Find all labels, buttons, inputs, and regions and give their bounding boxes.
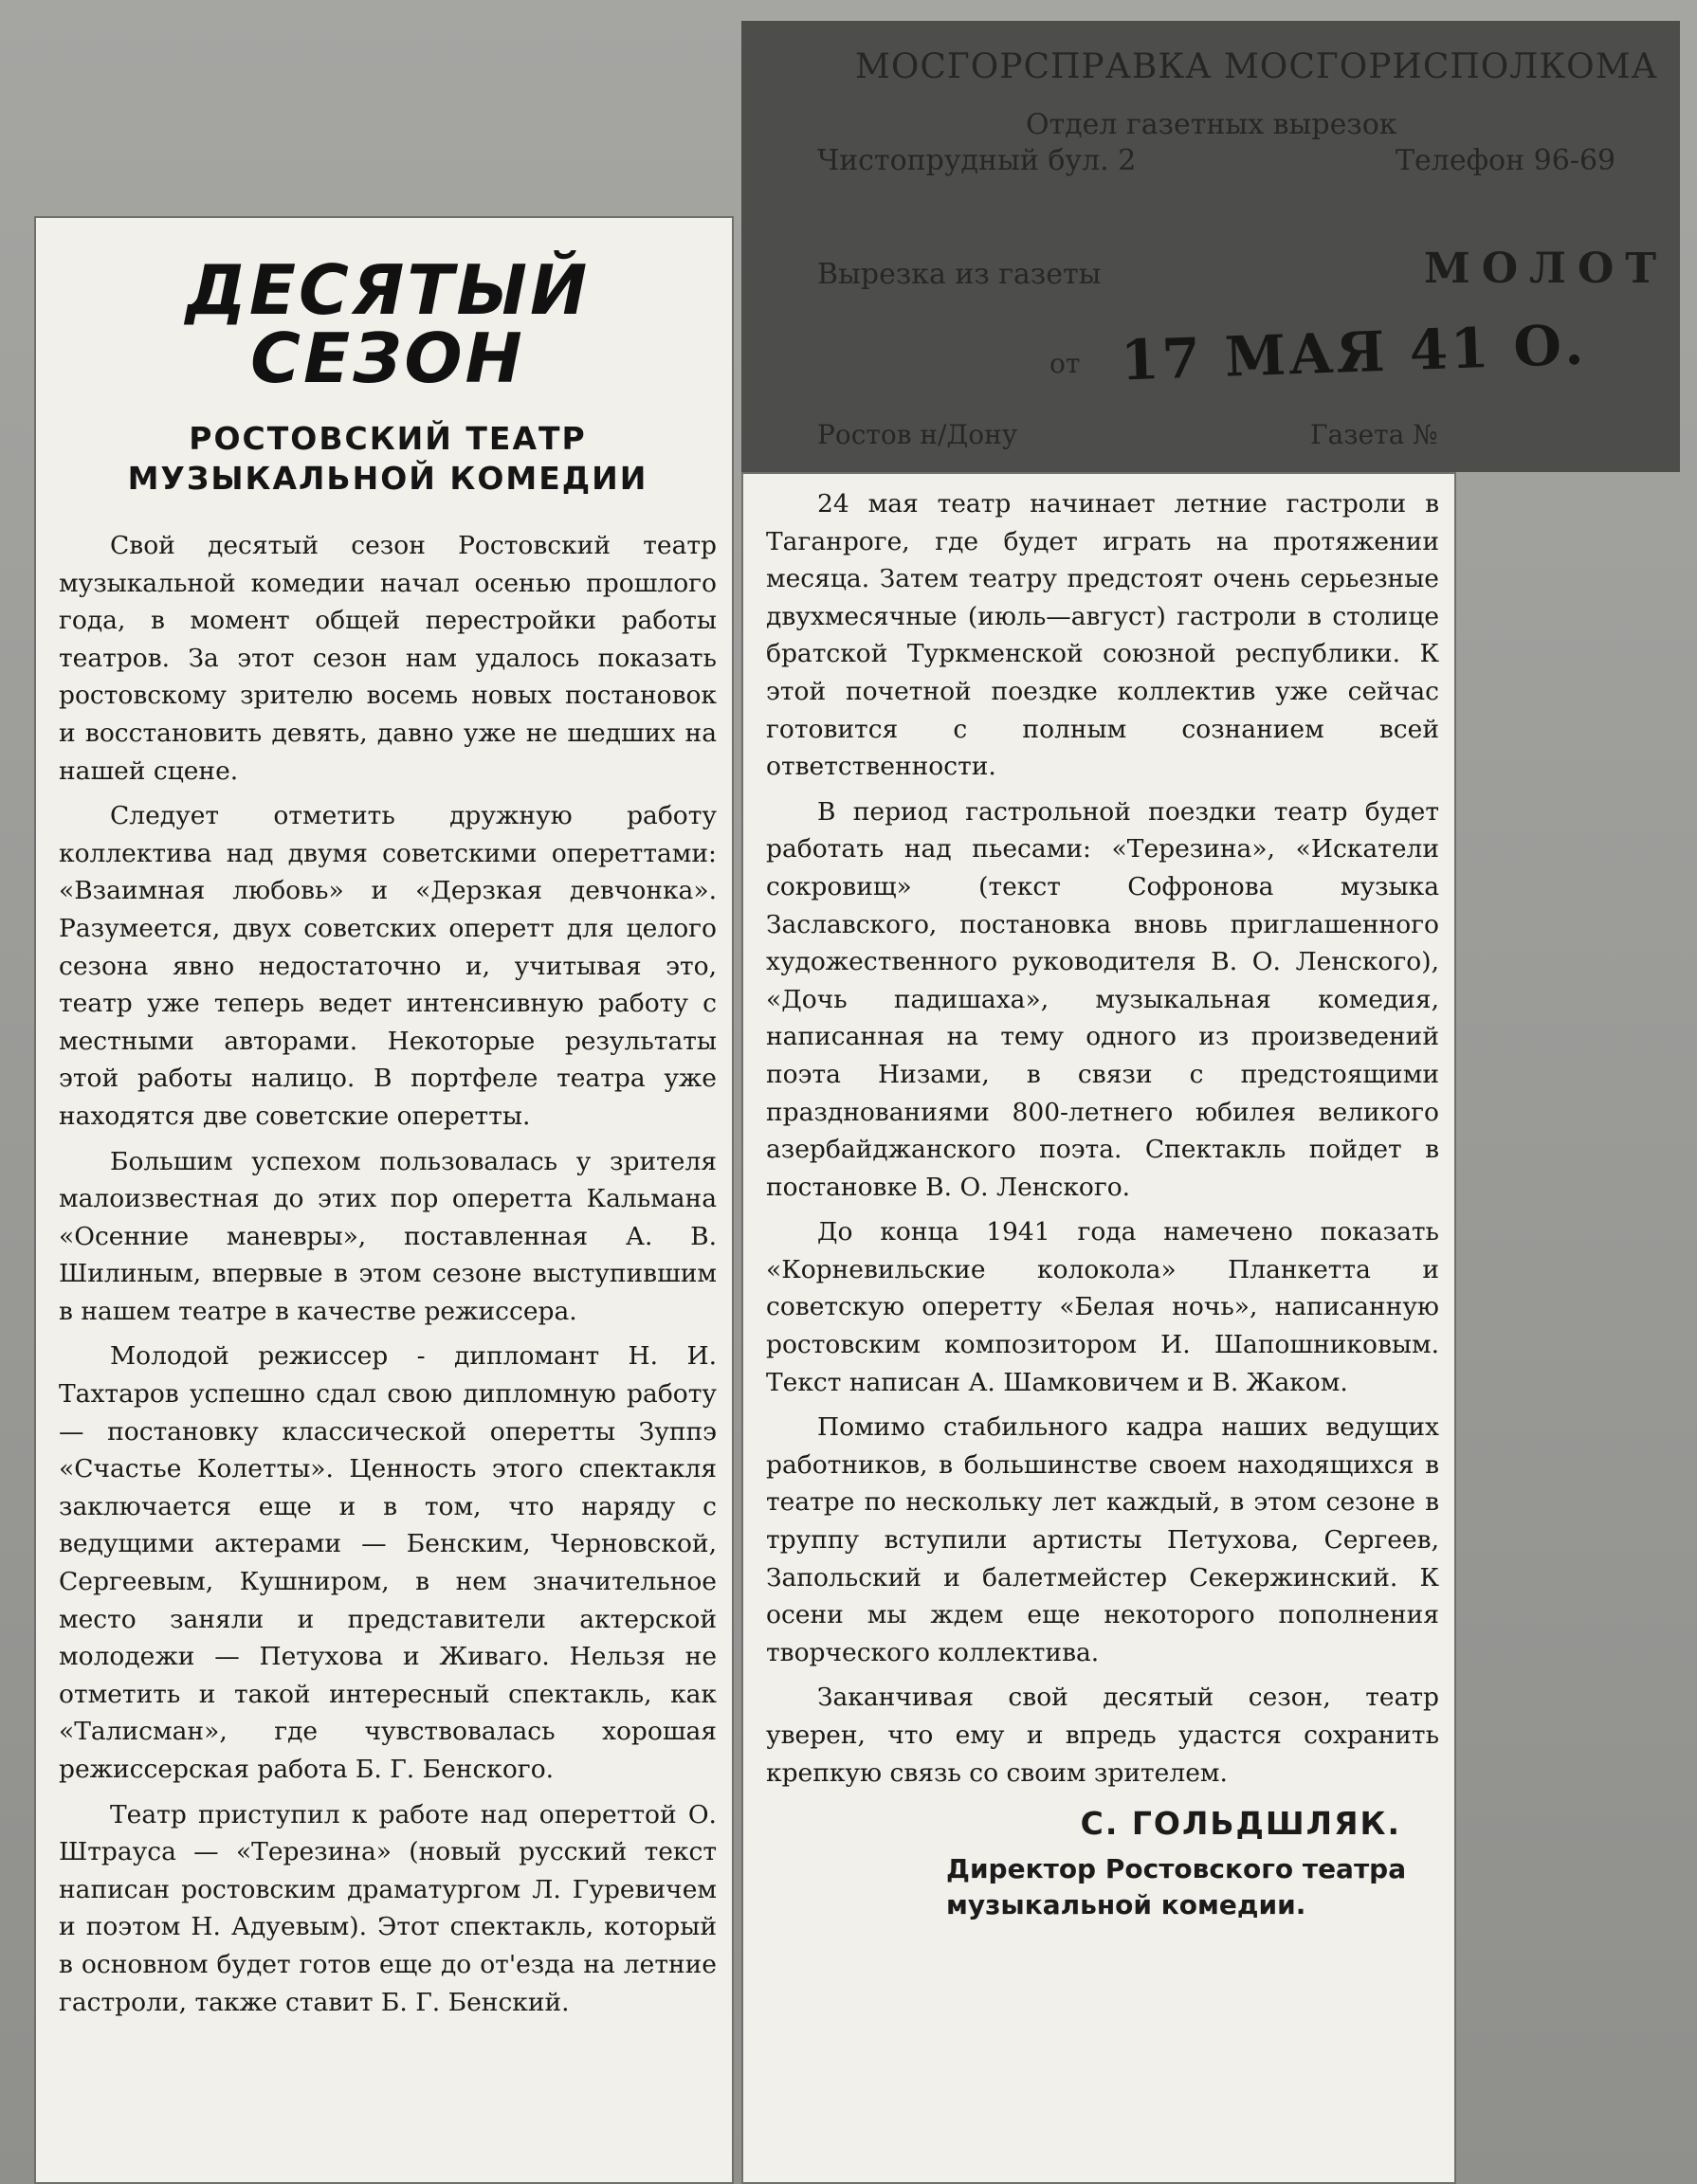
paragraph: Помимо стабильного кадра наших ведущих работников, в большинстве своем находящихся в театре по нескольку лет каждый, в этом сезоне в труппу вступили артисты Петухова, Сергеев, Запольский и балетмейстер Секержинский. К осени мы ждем еще некоторого пополнения творческого коллектива. [766, 1412, 1439, 1667]
article-column-left [59, 527, 717, 2021]
paragraph: Свой десятый сезон Ростовский театр музыкальной комедии начал осенью прошлого года, в момент общей перестройки работы театров. За этот сезон нам удалось показать ростовскому зрителю восемь новых постановок и восстановить девять, давно уже не шедших на нашей сцене. [59, 531, 717, 786]
stamp-phone: Телефон 96-69 [1396, 144, 1616, 177]
stamp-newspaper-name: МОЛОТ [1424, 245, 1669, 293]
paragraph: 24 мая театр начинает летние гастроли в Таганроге, где будет играть на протяжении месяца. Затем театру предстоят очень серьезные двухмесячные (июль—август) гастроли в столице братской Туркменской союзной республики. К этой почетной поездке коллектив уже сейчас готовится с полным сознанием всей ответственности. [766, 489, 1439, 782]
stamp-organization: МОСГОРСПРАВКА МОСГОРИСПОЛКОМА [855, 47, 1658, 86]
paragraph: До конца 1941 года намечено показать «Корневильские колокола» Планкетта и советскую оперетту «Белая ночь», написанную ростовским композитором И. Шапошниковым. Текст написан А. Шамковичем и В. Жаком. [766, 1217, 1439, 1397]
author-role-line: Директор Ростовского театра [946, 1853, 1407, 1885]
stamp-city: Ростов н/Дону [817, 419, 1018, 450]
subhead-line: МУЗЫКАЛЬНОЙ КОМЕДИИ [127, 460, 648, 497]
author-signature: С. ГОЛЬДШЛЯК. [1080, 1805, 1401, 1843]
article-clipping-left [34, 216, 734, 2184]
paragraph: Театр приступил к работе над опереттой О. Штрауса — «Терезина» (новый русский текст написан ростовским драматургом Л. Гуревичем и поэтом Н. Адуевым). Этот спектакль, который в основном будет готов еще до от'езда на летние гастроли, также ставит Б. Г. Бенский. [59, 1799, 717, 2017]
stamp-cut-label: Вырезка из газеты [817, 258, 1102, 291]
author-role-line: музыкальной комедии. [946, 1889, 1306, 1921]
stamp-date: 17 МАЯ 41 О. [1119, 312, 1588, 393]
stamp-address: Чистопрудный бул. 2 [817, 144, 1137, 177]
paragraph: Следует отметить дружную работу коллектива над двумя советскими опереттами: «Взаимная любовь» и «Дерзкая девчонка». Разумеется, двух советских оперетт для целого сезона явно недостаточно и, учитывая это, театр уже теперь ведет интенсивную работу с местными авторами. Некоторые результаты этой работы налицо. В портфеле театра уже находятся две советские оперетты. [59, 801, 717, 1131]
article-headline: ДЕСЯТЫЙ СЕЗОН [185, 250, 591, 398]
paragraph: Заканчивая свой десятый сезон, театр уверен, что ему и впредь удастся сохранить крепкую связь со своим зрителем. [766, 1683, 1439, 1788]
stamp-from-label: от [1049, 348, 1081, 379]
paragraph: В период гастрольной поездки театр будет работать над пьесами: «Терезина», «Искатели сокровищ» (текст Софронова музыка Заславского, постановка вновь приглашенного художественного руководителя В. О. Ленского), «Дочь падишаха», музыкальная комедия, написанная на тему одного из произведений поэта Низами, в связи с предстоящими празднованиями 800-летнего юбилея великого азербайджанского поэта. Спектакль пойдет в постановке В. О. Ленского. [766, 796, 1439, 1202]
paragraph: Молодой режиссер - дипломант Н. И. Тахтаров успешно сдал свою дипломную работу — постановку классической оперетты Зуппэ «Счастье Колетты». Ценность этого спектакля заключается еще и в том, что наряду с ведущими актерами — Бенским, Черновской, Сергеевым, Кушниром, в нем значительное место заняли и представители актерской молодежи — Петухова и Живаго. Нельзя не отметить и такой интересный спектакль, как «Талисман», где чувствовалась хорошая режиссерская работа Б. Г. Бенского. [59, 1341, 717, 1784]
stamp-gazette-number: Газета № [1310, 419, 1438, 450]
subhead-line: РОСТОВСКИЙ ТЕАТР [189, 420, 587, 457]
archive-stamp-label [741, 21, 1680, 472]
stamp-department: Отдел газетных вырезок [1026, 108, 1397, 141]
article-clipping-right [741, 472, 1456, 2184]
article-column-right [766, 485, 1439, 1792]
article-subhead [59, 419, 717, 499]
paragraph: Большим успехом пользовалась у зрителя малоизвестная до этих пор оперетта Кальмана «Осенние маневры», поставленная А. В. Шилиным, впервые в этом сезоне выступившим в нашем театре в качестве режиссера. [59, 1146, 717, 1326]
